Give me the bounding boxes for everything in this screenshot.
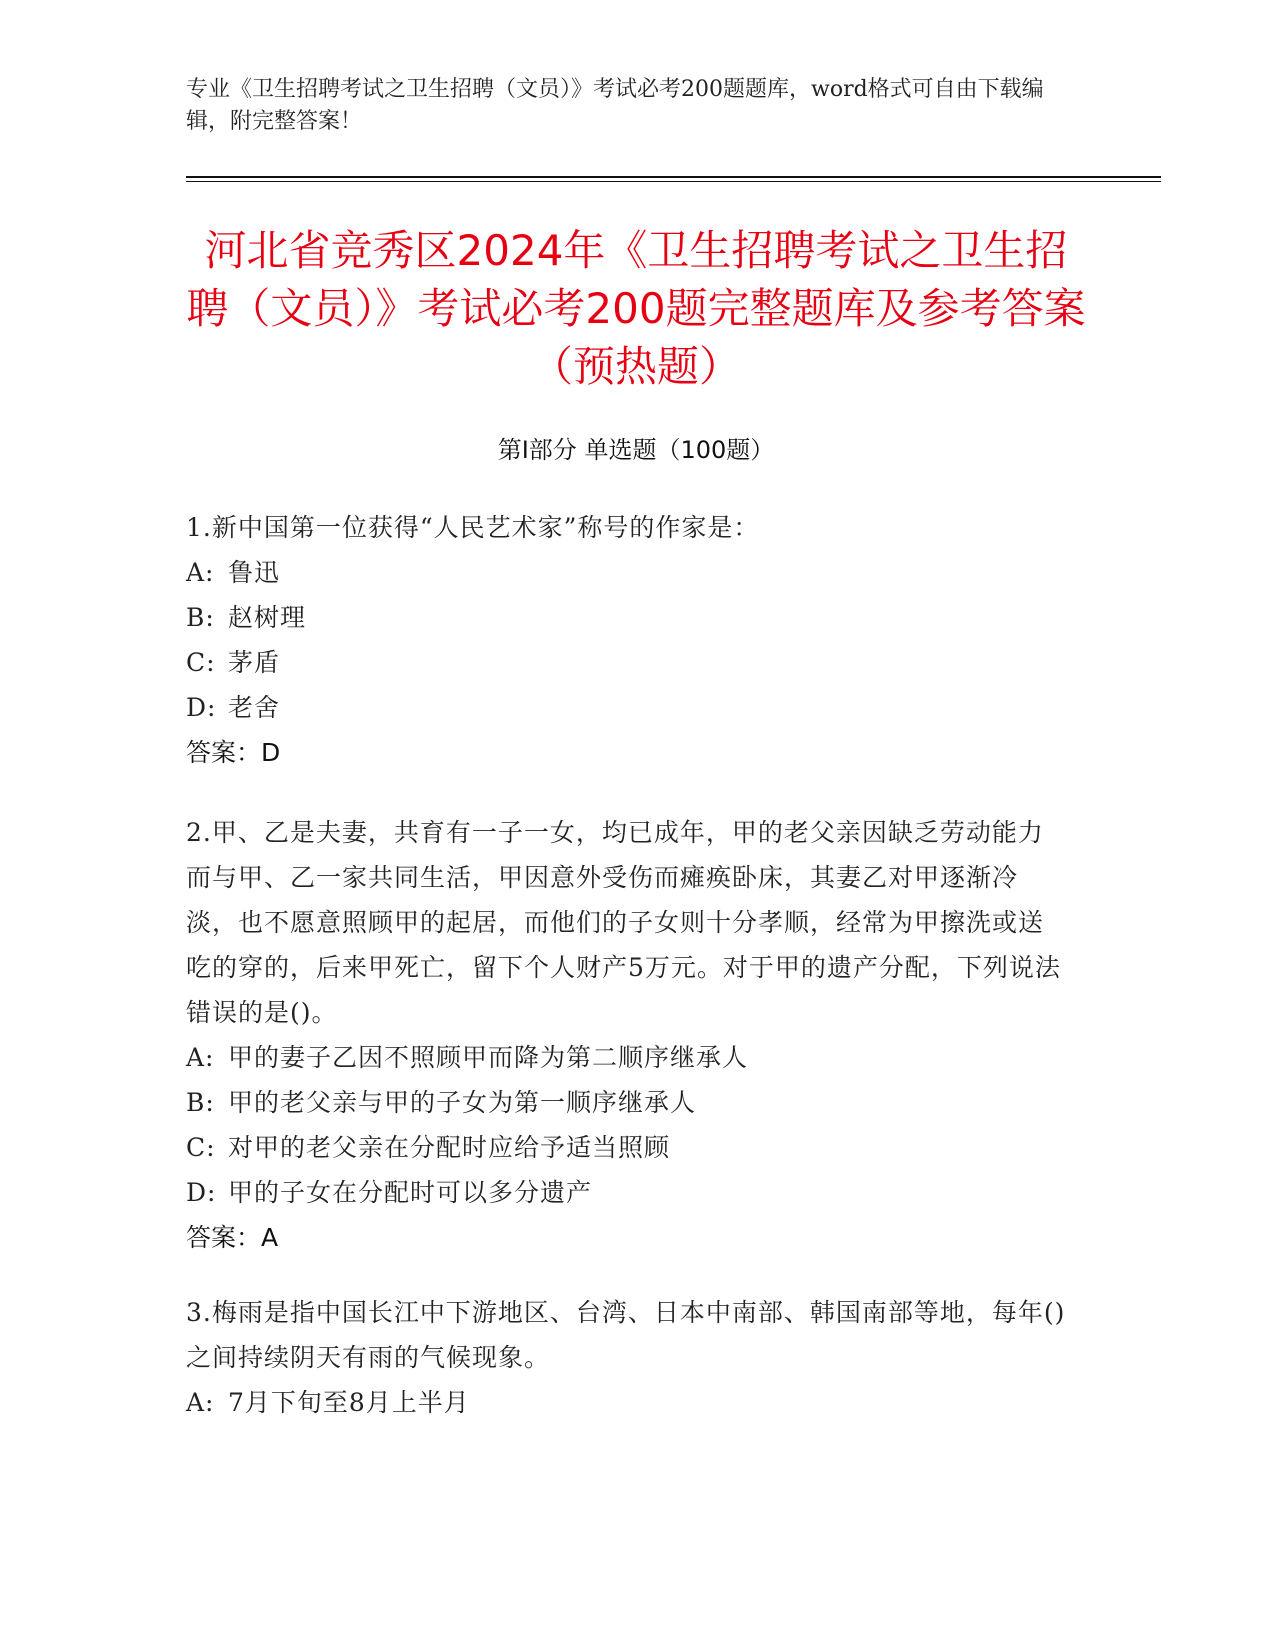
header-divider-thin: [186, 181, 1161, 182]
option-a: [186, 1035, 1066, 1080]
option-a: [186, 550, 1066, 595]
option-letter: C:: [186, 1133, 216, 1162]
option-letter: D:: [186, 693, 217, 722]
option-letter: A:: [186, 558, 215, 587]
option-d: [186, 1170, 1066, 1215]
option-d: [186, 685, 1066, 730]
question-stem: 3.梅雨是指中国长江中下游地区、台湾、日本中南部、韩国南部等地，每年()之间持续阴天有雨的气候现象。: [186, 1298, 1066, 1372]
option-c: [186, 640, 1066, 685]
option-letter: D:: [186, 1178, 217, 1207]
answer-line: 答案：A: [186, 1223, 279, 1252]
option-letter: C:: [186, 648, 216, 677]
section-title: 第Ⅰ部分 单选题（100题）: [497, 436, 775, 464]
question-3: [186, 1290, 1066, 1425]
option-text: 对甲的老父亲在分配时应给予适当照顾: [228, 1133, 671, 1162]
question-1: [186, 505, 1066, 775]
option-text: 鲁迅: [228, 558, 281, 587]
option-text: 赵树理: [228, 603, 307, 632]
option-letter: A:: [186, 1388, 215, 1417]
header-note: 专业《卫生招聘考试之卫生招聘（文员）》考试必考200题题库，word格式可自由下载编辑，附完整答案！: [186, 77, 1044, 134]
option-text: 茅盾: [228, 648, 281, 677]
option-text: 甲的子女在分配时可以多分遗产: [228, 1178, 593, 1207]
option-letter: A:: [186, 1043, 215, 1072]
option-b: [186, 595, 1066, 640]
question-stem: 1.新中国第一位获得“人民艺术家”称号的作家是：: [186, 513, 760, 542]
option-letter: B:: [186, 603, 215, 632]
document-title: 河北省竞秀区2024年《卫生招聘考试之卫生招聘（文员）》考试必考200题完整题库及参考答案（预热题）: [186, 226, 1086, 391]
option-b: [186, 1080, 1066, 1125]
option-a: [186, 1380, 1066, 1425]
option-letter: B:: [186, 1088, 215, 1117]
option-text: 7月下旬至8月上半月: [228, 1388, 470, 1417]
option-c: [186, 1125, 1066, 1170]
question-stem: 2.甲、乙是夫妻，共育有一子一女，均已成年，甲的老父亲因缺乏劳动能力而与甲、乙一家共同生活，甲因意外受伤而瘫痪卧床，其妻乙对甲逐渐冷淡，也不愿意照顾甲的起居，而他们的子女则十分孝顺，经常为甲擦洗或送吃的穿的，后来甲死亡，留下个人财产5万元。对于甲的遗产分配，下列说法错误的是()。: [186, 818, 1061, 1027]
option-text: 甲的老父亲与甲的子女为第一顺序继承人: [228, 1088, 697, 1117]
answer-line: 答案：D: [186, 738, 281, 767]
option-text: 甲的妻子乙因不照顾甲而降为第二顺序继承人: [228, 1043, 749, 1072]
option-text: 老舍: [228, 693, 281, 722]
header-divider-thick: [186, 176, 1161, 178]
question-2: [186, 810, 1066, 1260]
